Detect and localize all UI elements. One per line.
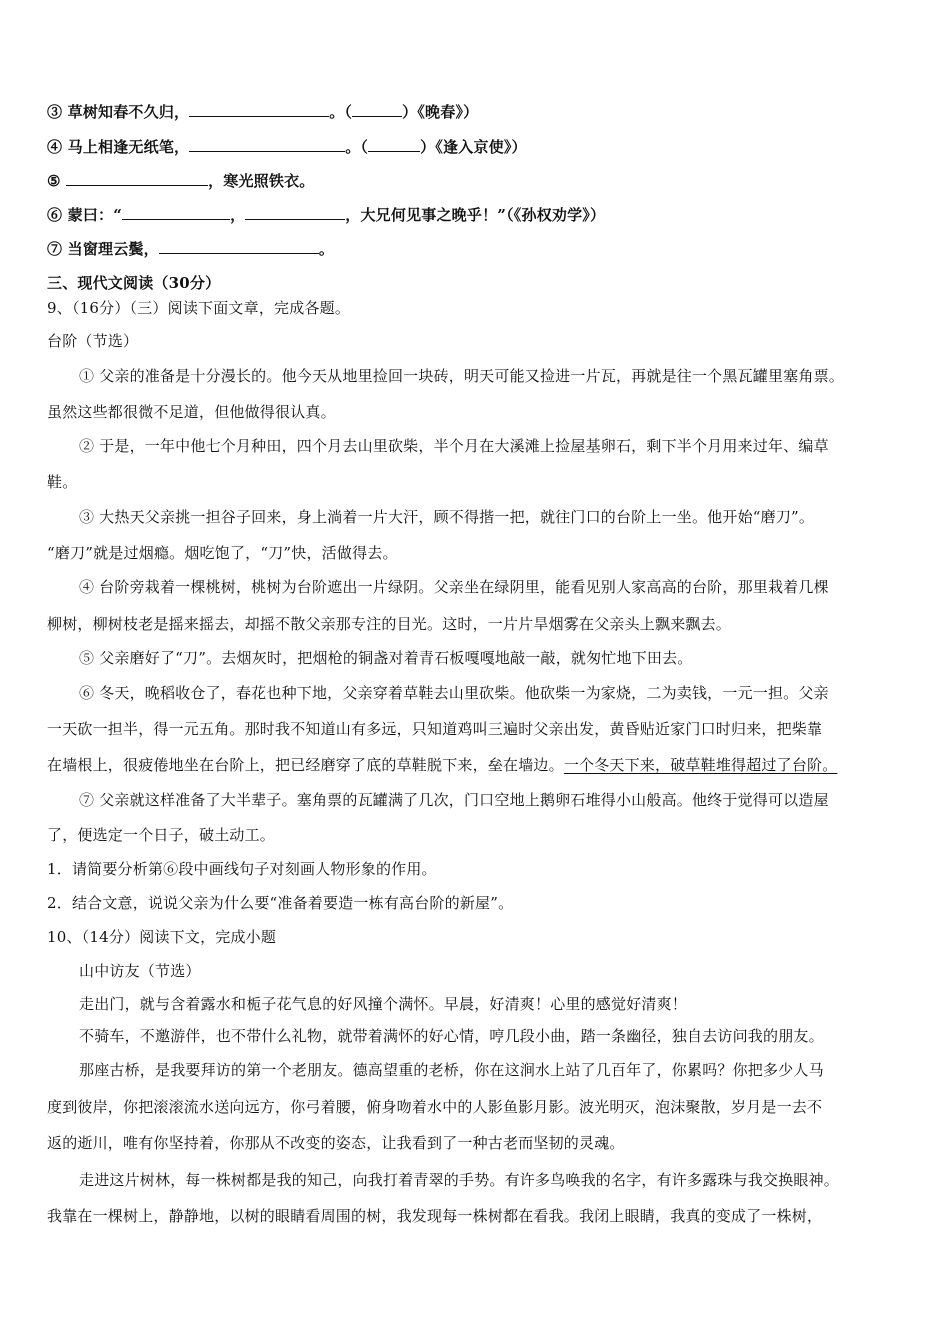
answer-blank	[122, 205, 230, 220]
sub-question-1: 1．请简要分析第⑥段中画线句子对刻画人物形象的作用。	[47, 860, 437, 878]
paragraph-3-line-2: 度到彼岸，你把滚滚流水送向远方，你弓着腰，俯身吻着水中的人影鱼影月影。波光明灭，泡沫聚散，岁月是一去不	[47, 1098, 823, 1116]
paragraph-1: 走出门，就与含着露水和栀子花气息的好风撞个满怀。早晨，好清爽！心里的感觉好清爽！	[79, 995, 688, 1013]
paragraph-1-line-1: ① 父亲的准备是十分漫长的。他今天从地里捡回一块砖，明天可能又捡进一片瓦，再就是往一个黑瓦罐里塞角票。	[79, 367, 844, 385]
paragraph-2-line-1: ② 于是，一年中他七个月种田，四个月去山里砍柴，半个月在大溪滩上捡屋基卵石，剩下半个月用来过年、编草	[79, 437, 829, 455]
paragraph-4-line-1: 走进这片树林，每一株树都是我的知己，向我打着青翠的手势。有许多鸟唤我的名字，有许多露珠与我交换眼神。	[79, 1171, 840, 1189]
poem-item-3-paren: 。（	[329, 103, 353, 121]
paragraph-6-line-3	[47, 755, 837, 775]
answer-blank	[245, 205, 345, 220]
paragraph-2: 不骑车，不邀游伴，也不带什么礼物，就带着满怀的好心情，哼几段小曲，踏一条幽径，独自去访问我的朋友。	[79, 1027, 824, 1045]
paragraph-3-line-1: 那座古桥，是我要拜访的第一个老朋友。德高望重的老桥，你在这涧水上站了几百年了，你累吗？你把多少人马	[79, 1061, 824, 1079]
underlined-sentence: 一个冬天下来，破草鞋堆得超过了台阶。	[563, 756, 838, 774]
poem-item-5-text: ，寒光照铁衣。	[208, 172, 315, 190]
paragraph-1-line-2: 虽然这些都很微不足道，但他做得很认真。	[47, 403, 336, 421]
paragraph-4-line-2: 柳树，柳树枝老是摇来摇去，却摇不散父亲那专注的目光。这时，一片片旱烟雾在父亲头上飘来飘去。	[47, 615, 732, 633]
paragraph-2-line-2: 鞋。	[47, 473, 78, 491]
poem-item-5	[47, 171, 314, 191]
poem-item-4	[47, 137, 527, 157]
poem-item-6-text: ⑥ 蒙曰：“	[47, 206, 123, 224]
answer-blank	[159, 239, 319, 254]
poem-item-3-source: ）《晚春》）	[402, 103, 479, 121]
paragraph-3-line-3: 返的逝川，唯有你坚持着，你那从不改变的姿态，让我看到了一种古老而坚韧的灵魂。	[47, 1134, 625, 1152]
section-heading: 三、现代文阅读（30分）	[47, 274, 221, 292]
paragraph-6-line-3-text: 在墙根上，很疲倦地坐在台阶上，把已经磨穿了底的草鞋脱下来，垒在墙边。	[47, 756, 564, 774]
poem-item-4-paren: 。（	[345, 138, 369, 156]
paragraph-7-line-2: 了，便选定一个日子，破土动工。	[47, 826, 276, 844]
paragraph-6-line-1: ⑥ 冬天，晚稻收仓了，春花也种下地，父亲穿着草鞋去山里砍柴。他砍柴一为家烧，二为卖钱，一元一担。父亲	[79, 684, 829, 702]
passage-title: 台阶（节选）	[47, 332, 139, 350]
paragraph-3-line-1: ③ 大热天父亲挑一担谷子回来，身上淌着一片大汗，顾不得揩一把，就往门口的台阶上一坐。他开始“磨刀”。	[79, 508, 815, 526]
answer-blank	[66, 171, 208, 186]
poem-item-6-end: ，大兄何见事之晚乎！”（《孙权劝学》）	[345, 206, 606, 224]
poem-item-7-text: ⑦ 当窗理云鬓，	[47, 240, 159, 258]
passage-title: 山中访友（节选）	[79, 962, 201, 980]
paragraph-3-line-2: “磨刀”就是过烟瘾。烟吃饱了，“刀”快，活做得去。	[47, 544, 398, 562]
paragraph-4-line-2: 我靠在一棵树上，静静地，以树的眼睛看周围的树，我发现每一株树都在看我。我闭上眼睛，我真的变成了一株树，	[47, 1207, 823, 1225]
answer-blank	[368, 137, 420, 152]
answer-blank	[189, 102, 329, 117]
paragraph-6-line-2: 一天砍一担半，得一元五角。那时我不知道山有多远，只知道鸡叫三遍时父亲出发，黄昏贴近家门口时归来，把柴靠	[47, 720, 823, 738]
answer-blank	[352, 102, 402, 117]
poem-item-6	[47, 205, 605, 225]
poem-item-4-source: ）《逢入京使》）	[420, 138, 527, 156]
poem-item-3	[47, 102, 478, 122]
poem-item-5-start: ⑤	[47, 172, 67, 190]
poem-item-7	[47, 239, 334, 259]
paragraph-5: ⑤ 父亲磨好了“刀”。去烟灰时，把烟枪的铜盏对着青石板嘎嘎地敲一敲，就匆忙地下田去。	[79, 649, 693, 667]
question-9-prompt: 9、（16分）（三）阅读下面文章，完成各题。	[47, 299, 351, 317]
poem-item-4-text: ④ 马上相逢无纸笔，	[47, 138, 190, 156]
paragraph-7-line-1: ⑦ 父亲就这样准备了大半辈子。塞角票的瓦罐满了几次，门口空地上鹅卵石堆得小山般高。他终于觉得可以造屋	[79, 791, 829, 809]
sub-question-2: 2．结合文意，说说父亲为什么要“准备着要造一栋有高台阶的新屋”。	[47, 894, 514, 912]
poem-item-6-mid: ，	[230, 206, 246, 224]
poem-item-7-end: 。	[318, 240, 335, 258]
paragraph-4-line-1: ④ 台阶旁栽着一棵桃树，桃树为台阶遮出一片绿阴。父亲坐在绿阴里，能看见别人家高高的台阶，那里栽着几棵	[79, 578, 829, 596]
answer-blank	[189, 137, 345, 152]
question-10-prompt: 10、（14分）阅读下文，完成小题	[47, 928, 277, 946]
poem-item-3-text: ③ 草树知春不久归，	[47, 103, 190, 121]
